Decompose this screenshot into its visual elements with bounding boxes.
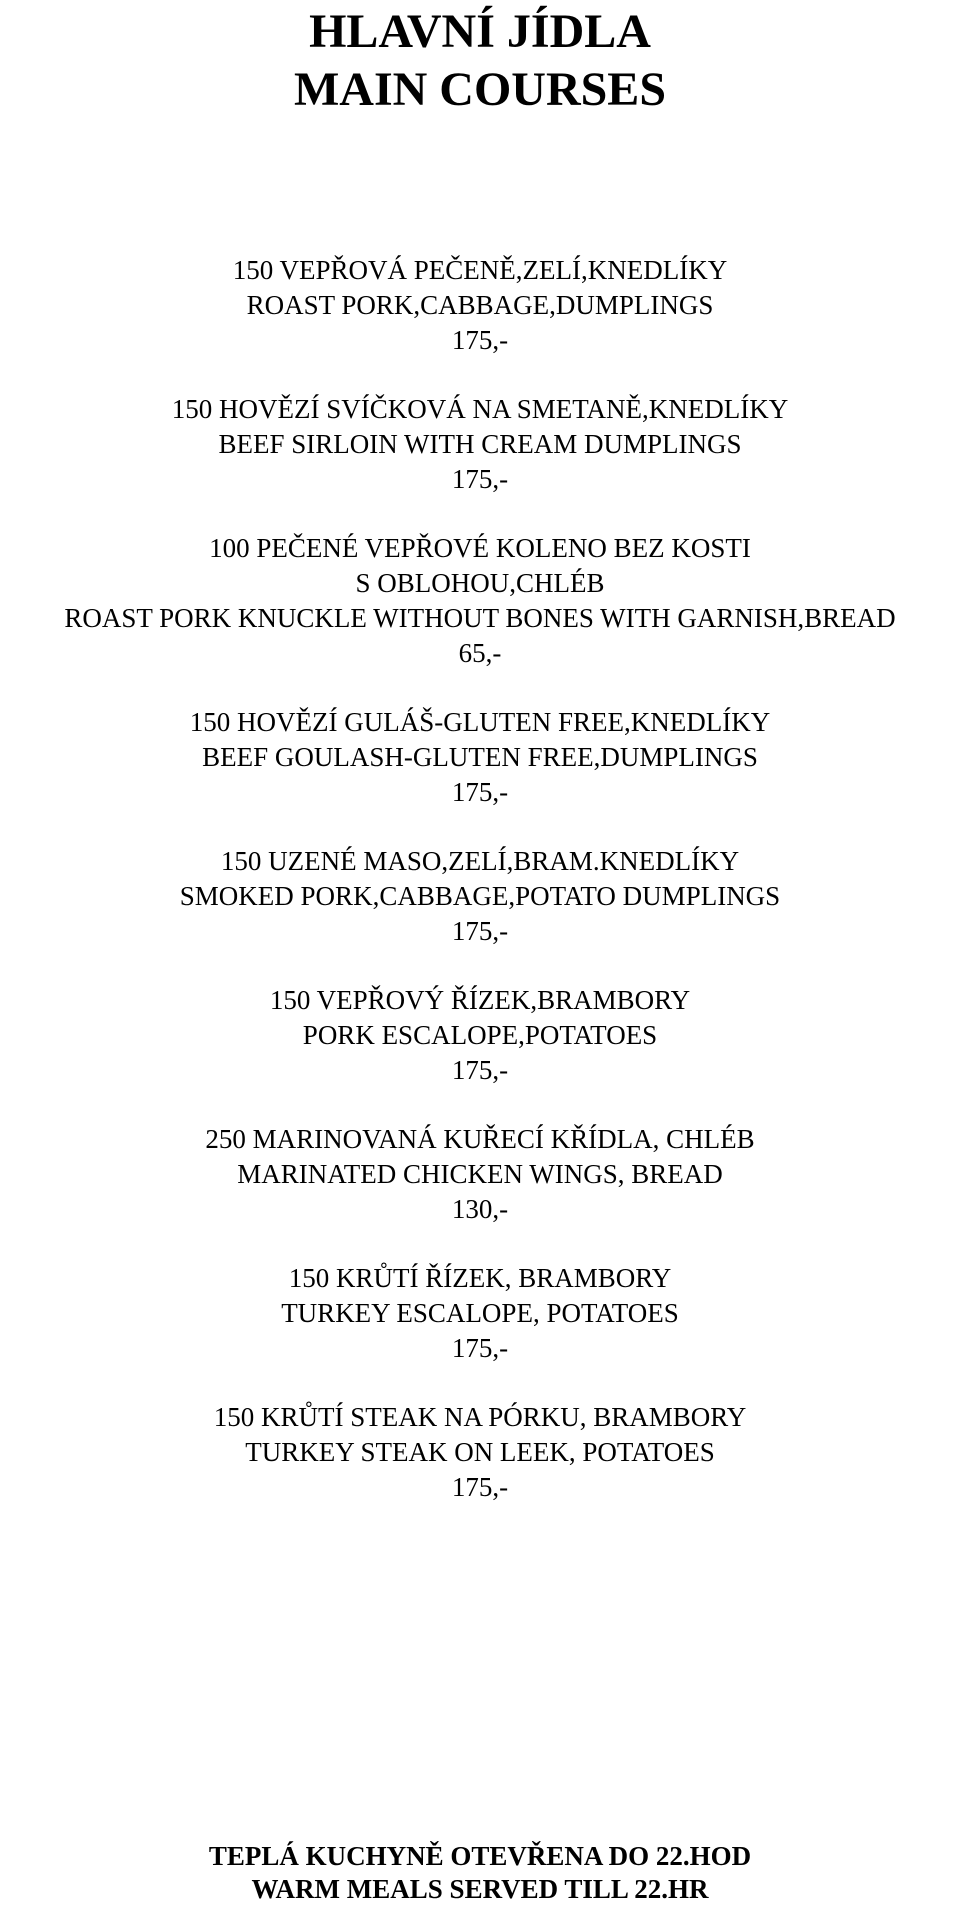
menu-item: [0, 531, 960, 671]
dish-price: 175,-: [451, 916, 509, 946]
dish-price: 65,-: [458, 638, 502, 668]
dish-price: 130,-: [451, 1194, 509, 1224]
page-title-english: MAIN COURSES: [293, 63, 667, 116]
dish-name-english: TURKEY STEAK ON LEEK, POTATOES: [245, 1437, 715, 1467]
dish-price: 175,-: [451, 325, 509, 355]
dish-name-czech: 250 MARINOVANÁ KUŘECÍ KŘÍDLA, CHLÉB: [205, 1124, 755, 1154]
kitchen-hours-english: WARM MEALS SERVED TILL 22.HR: [251, 1874, 709, 1904]
dish-price: 175,-: [451, 1333, 509, 1363]
dish-price: 175,-: [451, 777, 509, 807]
dish-name-english: ROAST PORK,CABBAGE,DUMPLINGS: [246, 290, 714, 320]
dish-name-english: BEEF SIRLOIN WITH CREAM DUMPLINGS: [218, 429, 742, 459]
kitchen-hours-note: [0, 1840, 960, 1906]
dish-name-czech: 150 UZENÉ MASO,ZELÍ,BRAM.KNEDLÍKY: [220, 846, 740, 876]
dish-name-czech-continued: S OBLOHOU,CHLÉB: [355, 568, 605, 598]
dish-name-english: MARINATED CHICKEN WINGS, BREAD: [237, 1159, 723, 1189]
dish-name-czech: 150 HOVĚZÍ GULÁŠ-GLUTEN FREE,KNEDLÍKY: [189, 707, 771, 737]
menu-item: [0, 705, 960, 810]
kitchen-hours-czech: TEPLÁ KUCHYNĚ OTEVŘENA DO 22.HOD: [208, 1841, 752, 1871]
page-title-czech: HLAVNÍ JÍDLA: [309, 5, 651, 58]
menu-item: [0, 1261, 960, 1366]
dish-name-czech: 100 PEČENÉ VEPŘOVÉ KOLENO BEZ KOSTI: [209, 533, 751, 563]
menu-item: [0, 844, 960, 949]
menu-item: [0, 392, 960, 497]
dish-price: 175,-: [451, 464, 509, 494]
dish-price: 175,-: [451, 1472, 509, 1502]
dish-name-czech: 150 HOVĚZÍ SVÍČKOVÁ NA SMETANĚ,KNEDLÍKY: [171, 394, 789, 424]
dish-name-english: BEEF GOULASH-GLUTEN FREE,DUMPLINGS: [202, 742, 758, 772]
dish-name-english: PORK ESCALOPE,POTATOES: [302, 1020, 658, 1050]
menu-item: [0, 983, 960, 1088]
menu-item: [0, 1400, 960, 1505]
menu-item: [0, 1122, 960, 1227]
dish-name-czech: 150 KRŮTÍ STEAK NA PÓRKU, BRAMBORY: [213, 1402, 747, 1432]
dish-name-czech: 150 VEPŘOVÁ PEČENĚ,ZELÍ,KNEDLÍKY: [232, 255, 728, 285]
main-courses-list: [0, 253, 960, 1539]
dish-name-czech: 150 KRŮTÍ ŘÍZEK, BRAMBORY: [288, 1263, 672, 1293]
dish-price: 175,-: [451, 1055, 509, 1085]
dish-name-czech: 150 VEPŘOVÝ ŘÍZEK,BRAMBORY: [269, 985, 691, 1015]
menu-item: [0, 253, 960, 358]
dish-name-english: ROAST PORK KNUCKLE WITHOUT BONES WITH GARNISH,BREAD: [64, 603, 896, 633]
dish-name-english: TURKEY ESCALOPE, POTATOES: [281, 1298, 679, 1328]
dish-name-english: SMOKED PORK,CABBAGE,POTATO DUMPLINGS: [179, 881, 781, 911]
